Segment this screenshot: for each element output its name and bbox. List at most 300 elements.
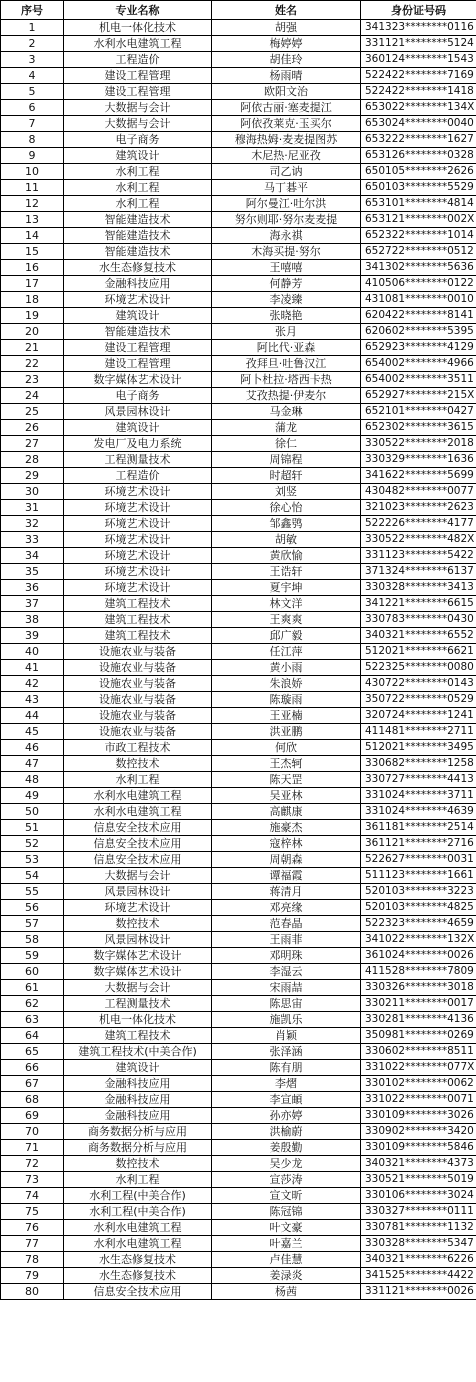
cell-id-number: 431081********0010 — [361, 292, 476, 308]
table-row — [1, 388, 476, 404]
cell-name: 杨雨晴 — [212, 68, 361, 84]
cell-id-number: 331121********0026 — [361, 1284, 476, 1300]
cell-name: 艾孜热提·伊麦尔 — [212, 388, 361, 404]
table-row — [1, 740, 476, 756]
table-row — [1, 1204, 476, 1220]
cell-index: 5 — [1, 84, 64, 100]
cell-major: 建筑工程技术 — [64, 596, 212, 612]
cell-name: 木海买提·努尔 — [212, 244, 361, 260]
header-name: 姓名 — [212, 1, 361, 20]
table-row — [1, 276, 476, 292]
cell-major: 建设工程管理 — [64, 356, 212, 372]
cell-name: 邓亮缘 — [212, 900, 361, 916]
table-row — [1, 228, 476, 244]
cell-index: 4 — [1, 68, 64, 84]
table-row — [1, 1284, 476, 1300]
table-row — [1, 1268, 476, 1284]
cell-id-number: 331022********077X — [361, 1060, 476, 1076]
cell-index: 49 — [1, 788, 64, 804]
cell-index: 71 — [1, 1140, 64, 1156]
cell-index: 72 — [1, 1156, 64, 1172]
cell-major: 水利水电建筑工程 — [64, 788, 212, 804]
table-row — [1, 644, 476, 660]
cell-major: 电子商务 — [64, 132, 212, 148]
cell-name: 陈思宙 — [212, 996, 361, 1012]
cell-major: 建筑设计 — [64, 1060, 212, 1076]
table-row — [1, 628, 476, 644]
cell-index: 43 — [1, 692, 64, 708]
cell-name: 宣莎涛 — [212, 1172, 361, 1188]
cell-name: 夏宇坤 — [212, 580, 361, 596]
cell-index: 67 — [1, 1076, 64, 1092]
cell-id-number: 340321********6552 — [361, 628, 476, 644]
cell-name: 陈有朋 — [212, 1060, 361, 1076]
cell-major: 智能建造技术 — [64, 228, 212, 244]
cell-name: 寇梓林 — [212, 836, 361, 852]
table-row — [1, 404, 476, 420]
cell-major: 工程测量技术 — [64, 996, 212, 1012]
table-row — [1, 948, 476, 964]
cell-major: 环境艺术设计 — [64, 900, 212, 916]
table-row — [1, 292, 476, 308]
cell-name: 王亚楠 — [212, 708, 361, 724]
cell-name: 李凌臻 — [212, 292, 361, 308]
table-row — [1, 164, 476, 180]
cell-name: 范春晶 — [212, 916, 361, 932]
cell-major: 水利水电建筑工程 — [64, 36, 212, 52]
cell-id-number: 411528********7809 — [361, 964, 476, 980]
cell-index: 15 — [1, 244, 64, 260]
cell-name: 任江萍 — [212, 644, 361, 660]
cell-major: 环境艺术设计 — [64, 292, 212, 308]
cell-major: 水利工程 — [64, 180, 212, 196]
cell-major: 风景园林设计 — [64, 884, 212, 900]
cell-id-number: 522325********0080 — [361, 660, 476, 676]
cell-name: 蒲龙 — [212, 420, 361, 436]
cell-name: 梅婷婷 — [212, 36, 361, 52]
cell-name: 洪亚鹏 — [212, 724, 361, 740]
table-row — [1, 1188, 476, 1204]
cell-major: 工程测量技术 — [64, 452, 212, 468]
table-row — [1, 804, 476, 820]
cell-id-number: 430482********0077 — [361, 484, 476, 500]
cell-id-number: 331123********5422 — [361, 548, 476, 564]
cell-id-number: 652722********0512 — [361, 244, 476, 260]
cell-id-number: 620602********5395 — [361, 324, 476, 340]
cell-id-number: 620422********8141 — [361, 308, 476, 324]
cell-name: 邱广毅 — [212, 628, 361, 644]
cell-name: 黄小雨 — [212, 660, 361, 676]
cell-name: 王嘻嘻 — [212, 260, 361, 276]
cell-id-number: 650105********2626 — [361, 164, 476, 180]
cell-index: 16 — [1, 260, 64, 276]
cell-name: 胡强 — [212, 20, 361, 36]
cell-id-number: 330522********2018 — [361, 436, 476, 452]
cell-major: 信息安全技术应用 — [64, 836, 212, 852]
cell-major: 水利工程 — [64, 164, 212, 180]
cell-id-number: 652927********215X — [361, 388, 476, 404]
cell-id-number: 511123********1661 — [361, 868, 476, 884]
table-row — [1, 260, 476, 276]
cell-major: 水利工程 — [64, 196, 212, 212]
cell-name: 洪榆蔚 — [212, 1124, 361, 1140]
cell-major: 大数据与会计 — [64, 100, 212, 116]
cell-index: 40 — [1, 644, 64, 660]
cell-name: 徐仁 — [212, 436, 361, 452]
cell-index: 57 — [1, 916, 64, 932]
table-row — [1, 340, 476, 356]
cell-name: 孙亦婷 — [212, 1108, 361, 1124]
cell-id-number: 330522********482X — [361, 532, 476, 548]
cell-index: 9 — [1, 148, 64, 164]
cell-major: 金融科技应用 — [64, 1092, 212, 1108]
cell-index: 35 — [1, 564, 64, 580]
table-row — [1, 148, 476, 164]
cell-id-number: 330902********3420 — [361, 1124, 476, 1140]
cell-id-number: 350981********0269 — [361, 1028, 476, 1044]
cell-name: 高麒康 — [212, 804, 361, 820]
cell-name: 蒋清月 — [212, 884, 361, 900]
cell-name: 周锦程 — [212, 452, 361, 468]
cell-major: 建筑工程技术(中美合作) — [64, 1044, 212, 1060]
cell-name: 李湿云 — [212, 964, 361, 980]
cell-major: 金融科技应用 — [64, 1108, 212, 1124]
cell-name: 阿比代·亚森 — [212, 340, 361, 356]
cell-major: 电子商务 — [64, 388, 212, 404]
cell-index: 58 — [1, 932, 64, 948]
cell-id-number: 330109********3026 — [361, 1108, 476, 1124]
cell-id-number: 654002********3511 — [361, 372, 476, 388]
cell-name: 王雨菲 — [212, 932, 361, 948]
cell-index: 76 — [1, 1220, 64, 1236]
table-row — [1, 708, 476, 724]
cell-id-number: 331022********0071 — [361, 1092, 476, 1108]
cell-major: 水利水电建筑工程 — [64, 1220, 212, 1236]
cell-id-number: 331024********3711 — [361, 788, 476, 804]
table-row — [1, 52, 476, 68]
table-row — [1, 660, 476, 676]
cell-id-number: 522422********7169 — [361, 68, 476, 84]
cell-id-number: 340321********4373 — [361, 1156, 476, 1172]
table-row — [1, 852, 476, 868]
cell-name: 时超轩 — [212, 468, 361, 484]
table-row — [1, 68, 476, 84]
cell-id-number: 331024********4639 — [361, 804, 476, 820]
table-row — [1, 980, 476, 996]
cell-index: 73 — [1, 1172, 64, 1188]
cell-index: 70 — [1, 1124, 64, 1140]
cell-index: 47 — [1, 756, 64, 772]
table-row — [1, 180, 476, 196]
cell-major: 建设工程管理 — [64, 340, 212, 356]
cell-index: 7 — [1, 116, 64, 132]
cell-index: 3 — [1, 52, 64, 68]
cell-index: 14 — [1, 228, 64, 244]
table-row — [1, 932, 476, 948]
cell-name: 叶嘉兰 — [212, 1236, 361, 1252]
cell-index: 80 — [1, 1284, 64, 1300]
table-row — [1, 452, 476, 468]
cell-id-number: 430722********0143 — [361, 676, 476, 692]
cell-name: 努尔则耶·努尔麦麦提 — [212, 212, 361, 228]
cell-id-number: 652302********3615 — [361, 420, 476, 436]
cell-id-number: 330102********0062 — [361, 1076, 476, 1092]
cell-id-number: 330329********1636 — [361, 452, 476, 468]
table-row — [1, 132, 476, 148]
cell-major: 建筑设计 — [64, 308, 212, 324]
cell-id-number: 320724********1241 — [361, 708, 476, 724]
cell-index: 32 — [1, 516, 64, 532]
cell-id-number: 330781********1132 — [361, 1220, 476, 1236]
table-row — [1, 596, 476, 612]
cell-index: 68 — [1, 1092, 64, 1108]
cell-name: 徐心怡 — [212, 500, 361, 516]
cell-index: 69 — [1, 1108, 64, 1124]
cell-index: 18 — [1, 292, 64, 308]
table-row — [1, 612, 476, 628]
cell-major: 工程造价 — [64, 52, 212, 68]
cell-major: 环境艺术设计 — [64, 516, 212, 532]
cell-id-number: 653126********0328 — [361, 148, 476, 164]
cell-major: 大数据与会计 — [64, 116, 212, 132]
cell-major: 数控技术 — [64, 1156, 212, 1172]
table-row — [1, 964, 476, 980]
table-row — [1, 1044, 476, 1060]
table-row — [1, 1156, 476, 1172]
cell-major: 商务数据分析与应用 — [64, 1140, 212, 1156]
cell-index: 64 — [1, 1028, 64, 1044]
header-index: 序号 — [1, 1, 64, 20]
cell-major: 数控技术 — [64, 916, 212, 932]
cell-name: 谭福霞 — [212, 868, 361, 884]
cell-major: 环境艺术设计 — [64, 532, 212, 548]
cell-name: 张晓艳 — [212, 308, 361, 324]
cell-index: 53 — [1, 852, 64, 868]
cell-index: 25 — [1, 404, 64, 420]
cell-name: 何静芳 — [212, 276, 361, 292]
cell-index: 23 — [1, 372, 64, 388]
cell-id-number: 360124********1543 — [361, 52, 476, 68]
table-row — [1, 724, 476, 740]
cell-name: 欧阳文治 — [212, 84, 361, 100]
cell-id-number: 653024********0040 — [361, 116, 476, 132]
cell-name: 叶文豪 — [212, 1220, 361, 1236]
cell-index: 59 — [1, 948, 64, 964]
header-major: 专业名称 — [64, 1, 212, 20]
cell-major: 智能建造技术 — [64, 244, 212, 260]
cell-name: 李熠 — [212, 1076, 361, 1092]
table-row — [1, 436, 476, 452]
cell-index: 55 — [1, 884, 64, 900]
cell-index: 52 — [1, 836, 64, 852]
cell-index: 75 — [1, 1204, 64, 1220]
cell-id-number: 341525********4422 — [361, 1268, 476, 1284]
cell-name: 孜拜旦·吐鲁汉江 — [212, 356, 361, 372]
table-row — [1, 244, 476, 260]
cell-index: 63 — [1, 1012, 64, 1028]
cell-index: 74 — [1, 1188, 64, 1204]
cell-id-number: 650103********5529 — [361, 180, 476, 196]
cell-name: 施豪杰 — [212, 820, 361, 836]
cell-index: 38 — [1, 612, 64, 628]
cell-id-number: 361181********2514 — [361, 820, 476, 836]
cell-major: 发电厂及电力系统 — [64, 436, 212, 452]
table-row — [1, 1140, 476, 1156]
table-row — [1, 1172, 476, 1188]
cell-id-number: 522226********4177 — [361, 516, 476, 532]
cell-name: 陈璇雨 — [212, 692, 361, 708]
cell-major: 水利水电建筑工程 — [64, 804, 212, 820]
cell-major: 风景园林设计 — [64, 932, 212, 948]
cell-major: 信息安全技术应用 — [64, 820, 212, 836]
cell-name: 邹鑫鸮 — [212, 516, 361, 532]
cell-id-number: 330783********0430 — [361, 612, 476, 628]
cell-name: 阿卜杜拉·塔西卡热 — [212, 372, 361, 388]
cell-major: 设施农业与装备 — [64, 676, 212, 692]
cell-major: 机电一体化技术 — [64, 20, 212, 36]
cell-name: 马金琳 — [212, 404, 361, 420]
cell-index: 45 — [1, 724, 64, 740]
table-row — [1, 1108, 476, 1124]
cell-major: 建筑工程技术 — [64, 628, 212, 644]
cell-major: 建筑工程技术 — [64, 1028, 212, 1044]
cell-name: 王爽爽 — [212, 612, 361, 628]
table-row — [1, 884, 476, 900]
cell-major: 环境艺术设计 — [64, 484, 212, 500]
cell-index: 48 — [1, 772, 64, 788]
cell-major: 市政工程技术 — [64, 740, 212, 756]
cell-name: 陈天罡 — [212, 772, 361, 788]
cell-index: 28 — [1, 452, 64, 468]
table-row — [1, 356, 476, 372]
table-row — [1, 1012, 476, 1028]
cell-name: 杨茜 — [212, 1284, 361, 1300]
table-row — [1, 868, 476, 884]
cell-index: 11 — [1, 180, 64, 196]
table-row — [1, 420, 476, 436]
cell-id-number: 411481********2711 — [361, 724, 476, 740]
cell-id-number: 350722********0529 — [361, 692, 476, 708]
table-row — [1, 1220, 476, 1236]
cell-name: 马丁碁平 — [212, 180, 361, 196]
cell-id-number: 341221********6615 — [361, 596, 476, 612]
table-row — [1, 1076, 476, 1092]
cell-major: 设施农业与装备 — [64, 660, 212, 676]
cell-index: 26 — [1, 420, 64, 436]
cell-index: 30 — [1, 484, 64, 500]
cell-major: 水利工程 — [64, 1172, 212, 1188]
cell-index: 34 — [1, 548, 64, 564]
cell-major: 水利水电建筑工程 — [64, 1236, 212, 1252]
cell-major: 大数据与会计 — [64, 868, 212, 884]
cell-id-number: 330328********3413 — [361, 580, 476, 596]
cell-name: 王诰轩 — [212, 564, 361, 580]
cell-major: 环境艺术设计 — [64, 580, 212, 596]
cell-name: 肖颖 — [212, 1028, 361, 1044]
cell-index: 78 — [1, 1252, 64, 1268]
cell-major: 设施农业与装备 — [64, 724, 212, 740]
cell-major: 金融科技应用 — [64, 276, 212, 292]
cell-id-number: 330682********1258 — [361, 756, 476, 772]
cell-name: 卢佳慧 — [212, 1252, 361, 1268]
cell-name: 朱浪娇 — [212, 676, 361, 692]
cell-index: 62 — [1, 996, 64, 1012]
cell-index: 50 — [1, 804, 64, 820]
table-body — [1, 20, 476, 1300]
table-row — [1, 20, 476, 36]
cell-id-number: 652923********4129 — [361, 340, 476, 356]
cell-id-number: 653222********1627 — [361, 132, 476, 148]
cell-id-number: 522627********0031 — [361, 852, 476, 868]
cell-id-number: 341022********132X — [361, 932, 476, 948]
cell-id-number: 330521********5019 — [361, 1172, 476, 1188]
cell-id-number: 330106********3024 — [361, 1188, 476, 1204]
table-row — [1, 212, 476, 228]
cell-id-number: 330602********8511 — [361, 1044, 476, 1060]
cell-name: 吴少龙 — [212, 1156, 361, 1172]
cell-id-number: 653022********134X — [361, 100, 476, 116]
cell-id-number: 330328********5347 — [361, 1236, 476, 1252]
cell-name: 宣文昕 — [212, 1188, 361, 1204]
cell-major: 数控技术 — [64, 756, 212, 772]
cell-index: 22 — [1, 356, 64, 372]
table-row — [1, 916, 476, 932]
table-row — [1, 1124, 476, 1140]
header-row — [1, 1, 476, 20]
cell-major: 水生态修复技术 — [64, 260, 212, 276]
cell-index: 27 — [1, 436, 64, 452]
cell-major: 环境艺术设计 — [64, 564, 212, 580]
header-id-number: 身份证号码 — [361, 1, 476, 20]
cell-id-number: 652101********0427 — [361, 404, 476, 420]
cell-id-number: 330211********0017 — [361, 996, 476, 1012]
cell-index: 12 — [1, 196, 64, 212]
cell-major: 设施农业与装备 — [64, 644, 212, 660]
cell-index: 2 — [1, 36, 64, 52]
cell-major: 大数据与会计 — [64, 980, 212, 996]
cell-major: 水利工程(中美合作) — [64, 1188, 212, 1204]
table-row — [1, 564, 476, 580]
cell-index: 39 — [1, 628, 64, 644]
cell-index: 56 — [1, 900, 64, 916]
table-row — [1, 692, 476, 708]
cell-id-number: 371324********6137 — [361, 564, 476, 580]
cell-index: 46 — [1, 740, 64, 756]
table-row — [1, 900, 476, 916]
cell-id-number: 522422********1418 — [361, 84, 476, 100]
cell-index: 20 — [1, 324, 64, 340]
cell-index: 13 — [1, 212, 64, 228]
cell-id-number: 330727********4413 — [361, 772, 476, 788]
cell-index: 21 — [1, 340, 64, 356]
table-row — [1, 116, 476, 132]
table-row — [1, 820, 476, 836]
cell-index: 60 — [1, 964, 64, 980]
cell-name: 阿尔曼江·吐尔洪 — [212, 196, 361, 212]
table-row — [1, 36, 476, 52]
cell-id-number: 361024********0026 — [361, 948, 476, 964]
table-row — [1, 580, 476, 596]
table-row — [1, 100, 476, 116]
cell-name: 何欣 — [212, 740, 361, 756]
cell-index: 65 — [1, 1044, 64, 1060]
cell-id-number: 520103********3223 — [361, 884, 476, 900]
cell-name: 木尼热·尼亚孜 — [212, 148, 361, 164]
cell-major: 建设工程管理 — [64, 84, 212, 100]
cell-name: 邓明珠 — [212, 948, 361, 964]
cell-name: 阿依孜莱克·玉买尔 — [212, 116, 361, 132]
cell-major: 数字媒体艺术设计 — [64, 948, 212, 964]
